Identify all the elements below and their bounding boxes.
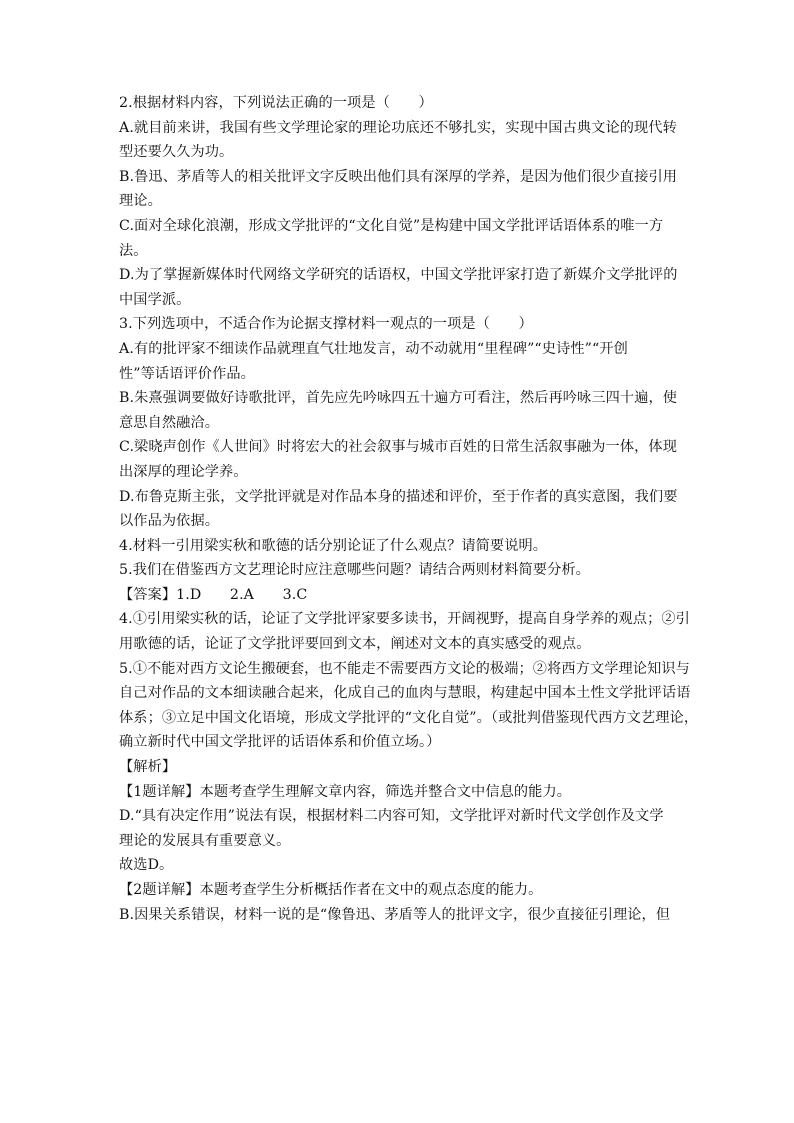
question-2-option-c: C.面对全球化浪潮，形成文学批评的“文化自觉”是构建中国文学批评话语体系的唯一方 — [119, 217, 664, 234]
question-2-option-d-cont: 中国学派。 — [119, 291, 191, 308]
question-2-option-a-cont: 型还要久久为功。 — [119, 144, 234, 161]
question-3-option-b: B.朱熹强调要做好诗歌批评，首先应先吟咏四五十遍方可看注，然后再吟咏三四十遍，使 — [119, 390, 678, 407]
question-2-option-b-cont: 理论。 — [119, 193, 162, 210]
analysis-q1-detail-cont: 理论的发展具有重要意义。 — [119, 832, 291, 849]
answer-5-cont-2: 体系；③立足中国文化语境，形成文学批评的“文化自觉”。（或批判借鉴现代西方文艺理论， — [119, 709, 699, 726]
question-3-stem: 3.下列选项中，不适合作为论据支撑材料一观点的一项是（ ） — [119, 316, 533, 333]
question-5-stem: 5.我们在借鉴西方文艺理论时应注意哪些问题？请结合两则材料简要分析。 — [119, 562, 590, 579]
analysis-q1-conclusion: 故选D。 — [119, 857, 174, 874]
question-2-option-d: D.为了掌握新媒体时代网络文学研究的话语权，中国文学批评家打造了新媒介文学批评的 — [119, 267, 678, 284]
question-4-stem: 4.材料一引用梁实秋和歌德的话分别论证了什么观点？请简要说明。 — [119, 537, 548, 554]
question-3-option-d: D.布鲁克斯主张，文学批评就是对作品本身的描述和评价，至于作者的真实意图，我们要 — [119, 488, 678, 505]
analysis-heading: 【解析】 — [119, 759, 177, 776]
question-2-stem: 2.根据材料内容，下列说法正确的一项是（ ） — [119, 95, 433, 111]
answer-4-cont: 用歌德的话，论证了文学批评要回到文本，阐述对文本的真实感受的观点。 — [119, 636, 591, 653]
answer-key: 【答案】1.D 2.A 3.C — [119, 586, 308, 603]
question-3-option-a-cont: 性”等话语评价作品。 — [119, 365, 255, 382]
analysis-q1-heading: 【1题详解】本题考查学生理解文章内容，筛选并整合文中信息的能力。 — [119, 783, 572, 800]
question-3-option-a: A.有的批评家不细读作品就理直气壮地发言，动不动就用“里程碑”“史诗性”“开创 — [119, 340, 628, 357]
question-2-option-b: B.鲁迅、茅盾等人的相关批评文字反映出他们具有深厚的学养，是因为他们很少直接引用 — [119, 168, 678, 185]
question-3-option-d-cont: 以作品为依据。 — [119, 513, 220, 530]
analysis-q2-detail: B.因果关系错误，材料一说的是“像鲁迅、茅盾等人的批评文字，很少直接征引理论，但 — [119, 906, 671, 923]
answer-5: 5.①不能对西方文论生搬硬套，也不能走不需要西方文论的极端；②将西方文学理论知识与 — [119, 660, 690, 677]
analysis-q2-heading: 【2题详解】本题考查学生分析概括作者在文中的观点态度的能力。 — [119, 882, 543, 898]
analysis-q1-detail: D.“具有决定作用”说法有误，根据材料二内容可知，文学批评对新时代文学创作及文学 — [119, 808, 664, 825]
question-2-option-c-cont: 法。 — [119, 242, 148, 259]
answer-4: 4.①引用梁实秋的话，论证了文学批评家要多读书，开阔视野，提高自身学养的观点；②引 — [119, 611, 690, 628]
answer-5-cont-1: 自己对作品的文本细读融合起来，化成自己的血肉与慧眼，构建起中国本土性文学批评话语 — [119, 685, 691, 702]
question-3-option-b-cont: 意思自然融洽。 — [119, 414, 220, 431]
question-3-option-c: C.梁晓声创作《人世间》时将宏大的社会叙事与城市百姓的日常生活叙事融为一体，体现 — [119, 439, 677, 456]
document-body — [119, 91, 699, 927]
question-3-option-c-cont: 出深厚的理论学养。 — [119, 463, 248, 480]
question-2-option-a: A.就目前来讲，我国有些文学理论家的理论功底还不够扎实，实现中国古典文论的现代转 — [119, 119, 677, 136]
answer-5-cont-3: 确立新时代中国文学批评的话语体系和价值立场。） — [119, 734, 441, 751]
